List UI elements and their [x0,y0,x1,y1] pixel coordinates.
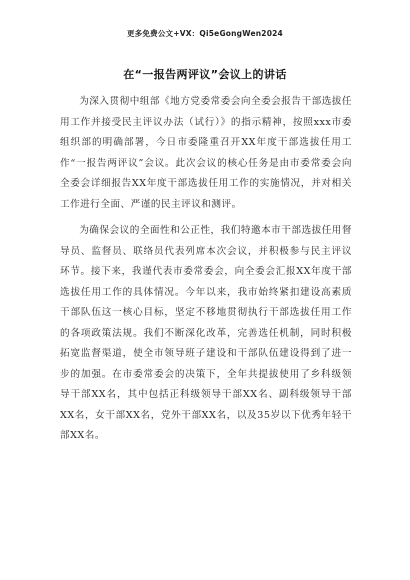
document-body [60,92,352,453]
header-note: 更多免费公文+VX：Qi5eGongWen2024 [127,29,283,38]
document-title: 在“一报告两评议”会议上的讲话 [123,68,287,81]
paragraph: 为确保会议的全面性和公正性，我们特邀本市干部选拔任用督导员、监督员、联络员代表列席本次会议，并积极参与民主评议环节。接下来，我谨代表市委常委会，向全委会汇报XX年度干部选拔任用工作的具体情况。今年以来，我市始终紧扣建设高素质干部队伍这一核心目标，坚定不移地贯彻执行干部选拔任用工作的各项政策法规。我们不断深化改革，完善选任机制，同时积极拓宽监督渠道，使全市领导班子建设和干部队伍建设得到了进一步的加强。在市委常委会的决策下，全年共提拔使用了乡科级领导干部XX名，其中包括正科级领导干部XX名、副科级领导干部XX名，女干部XX名，党外干部XX名，以及35岁以下优秀年轻干部XX名。 [60,225,352,441]
paragraph: 为深入贯彻中组部《地方党委常委会向全委会报告干部选拔任用工作并接受民主评议办法（试行）》的指示精神，按照xxx市委组织部的明确部署，今日市委隆重召开XX年度干部选拔任用工作“一报告两评议”会议。此次会议的核心任务是由市委常委会向全委会详细报告XX年度干部选拔任用工作的实施情况，并对相关工作进行全面、严谨的民主评议和测评。 [60,96,352,210]
